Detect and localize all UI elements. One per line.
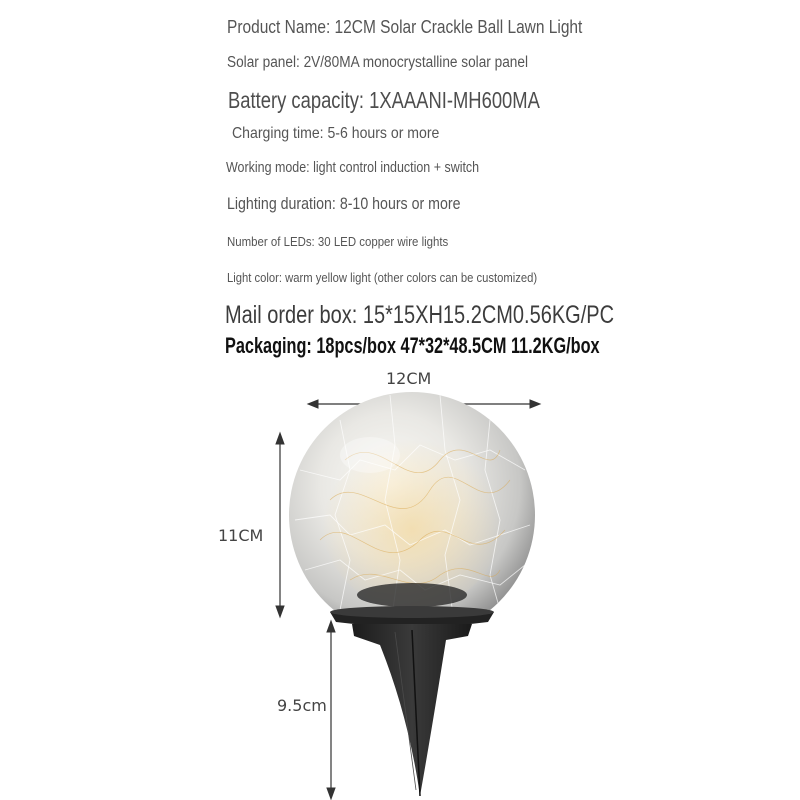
ground-stake <box>352 624 472 796</box>
height-dimension-arrow <box>276 433 284 617</box>
lighting-duration-spec: Lighting duration: 8-10 hours or more <box>227 195 461 213</box>
led-core <box>357 583 467 607</box>
solar-panel-spec: Solar panel: 2V/80MA monocrystalline solar panel <box>227 54 529 71</box>
packaging-spec: Packaging: 18pcs/box 47*32*48.5CM 11.2KG/box <box>225 333 600 358</box>
height-dimension-label: 11CM <box>218 526 264 545</box>
product-name-spec: Product Name: 12CM Solar Crackle Ball Lawn Light <box>227 17 583 37</box>
stake-dimension-label: 9.5cm <box>277 696 327 715</box>
battery-capacity-spec: Battery capacity: 1XAAANI-MH600MA <box>228 87 540 113</box>
number-of-leds-spec: Number of LEDs: 30 LED copper wire lights <box>227 234 449 249</box>
base-rim <box>330 606 494 627</box>
charging-time-spec: Charging time: 5-6 hours or more <box>232 125 440 142</box>
light-color-spec: Light color: warm yellow light (other colors can be customized) <box>227 271 538 285</box>
mail-order-box-spec: Mail order box: 15*15XH15.2CM0.56KG/PC <box>225 301 615 329</box>
working-mode-spec: Working mode: light control induction + switch <box>226 160 480 176</box>
stake-dimension-arrow <box>327 621 335 799</box>
width-dimension-label: 12CM <box>386 369 432 388</box>
